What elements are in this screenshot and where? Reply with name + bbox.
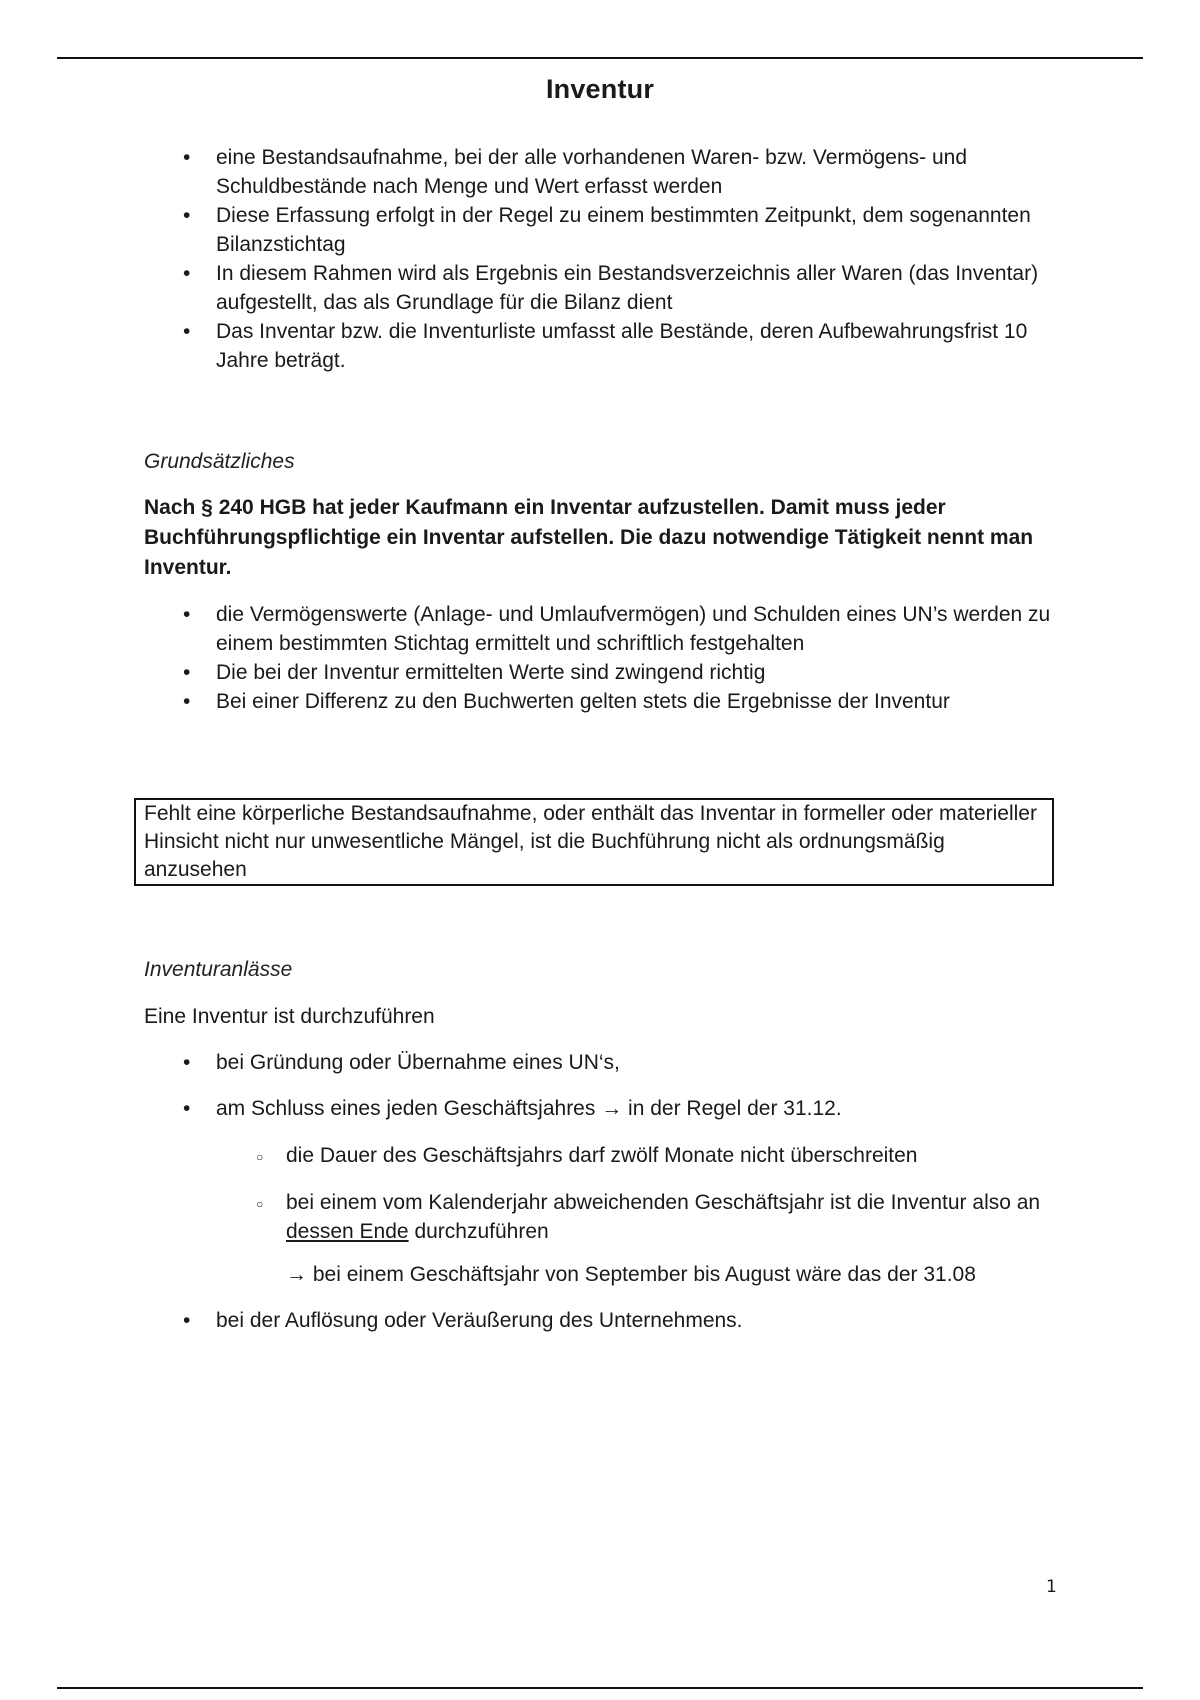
- list-item: • In diesem Rahmen wird als Ergebnis ein Bestandsverzeichnis aller Waren (das Inventar) aufgestellt, das als Grundlage für die Bilanz dient: [146, 259, 1056, 317]
- page-title: Inventur: [545, 74, 655, 104]
- list-item: • eine Bestandsaufnahme, bei der alle vorhandenen Waren- bzw. Vermögens- und Schuldbestände nach Menge und Wert erfasst werden: [146, 143, 1056, 201]
- inventuranlaesse-bullet-list: [146, 1048, 1106, 1352]
- list-item: • bei Gründung oder Übernahme eines UN‘s,: [146, 1048, 1106, 1077]
- list-item-text: am Schluss eines jeden Geschäftsjahres → in der Regel der 31.12.: [216, 1097, 842, 1120]
- page-number: 1: [1046, 1577, 1057, 1597]
- sub-item-text: bei einem vom Kalenderjahr abweichenden Geschäftsjahr ist die Inventur also an: [286, 1191, 1041, 1214]
- section-heading-inventuranlaesse: Inventuranlässe: [144, 958, 293, 981]
- hgb-bold-paragraph: Nach § 240 HGB hat jeder Kaufmann ein Inventar aufzustellen. Damit muss jeder Buchführungspflichtige ein Inventar aufstellen. Die dazu notwendige Tätigkeit nennt man Inventur.: [144, 496, 1034, 579]
- inventuranlaesse-intro: Eine Inventur ist durchzuführen: [144, 1005, 435, 1028]
- grundsaetzliches-bullet-list: [146, 600, 1056, 716]
- bottom-rule: [57, 1687, 1143, 1689]
- sub-item-text-end: durchzuführen: [408, 1220, 549, 1243]
- sub-bullet-list: [216, 1141, 1106, 1246]
- list-item: • Das Inventar bzw. die Inventurliste umfasst alle Bestände, deren Aufbewahrungsfrist 10 Jahre beträgt.: [146, 317, 1056, 375]
- list-item: • die Vermögenswerte (Anlage- und Umlaufvermögen) und Schulden eines UN’s werden zu einem bestimmten Stichtag ermittelt und schriftlich festgehalten: [146, 600, 1056, 658]
- list-item: • Diese Erfassung erfolgt in der Regel zu einem bestimmten Zeitpunkt, dem sogenannten Bilanzstichtag: [146, 201, 1056, 259]
- list-item: • Bei einer Differenz zu den Buchwerten gelten stets die Ergebnisse der Inventur: [146, 687, 1056, 716]
- sub-list-item: [216, 1188, 1106, 1246]
- section-heading-grundsaetzliches: Grundsätzliches: [144, 450, 295, 473]
- intro-bullet-list: [146, 143, 1056, 375]
- arrow-example: → bei einem Geschäftsjahr von September bis August wäre das der 31.08: [286, 1263, 976, 1286]
- list-item: • Die bei der Inventur ermittelten Werte sind zwingend richtig: [146, 658, 1056, 687]
- sub-list-item: ○ die Dauer des Geschäftsjahrs darf zwölf Monate nicht überschreiten: [216, 1141, 1106, 1170]
- boxed-note: Fehlt eine körperliche Bestandsaufnahme, oder enthält das Inventar in formeller oder materieller Hinsicht nicht nur unwesentliche Mängel, ist die Buchführung nicht als ordnungsmäßig anzusehen: [134, 798, 1054, 886]
- list-item: [146, 1094, 1106, 1289]
- list-item: • bei der Auflösung oder Veräußerung des Unternehmens.: [146, 1306, 1106, 1335]
- top-rule: [57, 57, 1143, 59]
- underlined-phrase: dessen Ende: [286, 1220, 409, 1243]
